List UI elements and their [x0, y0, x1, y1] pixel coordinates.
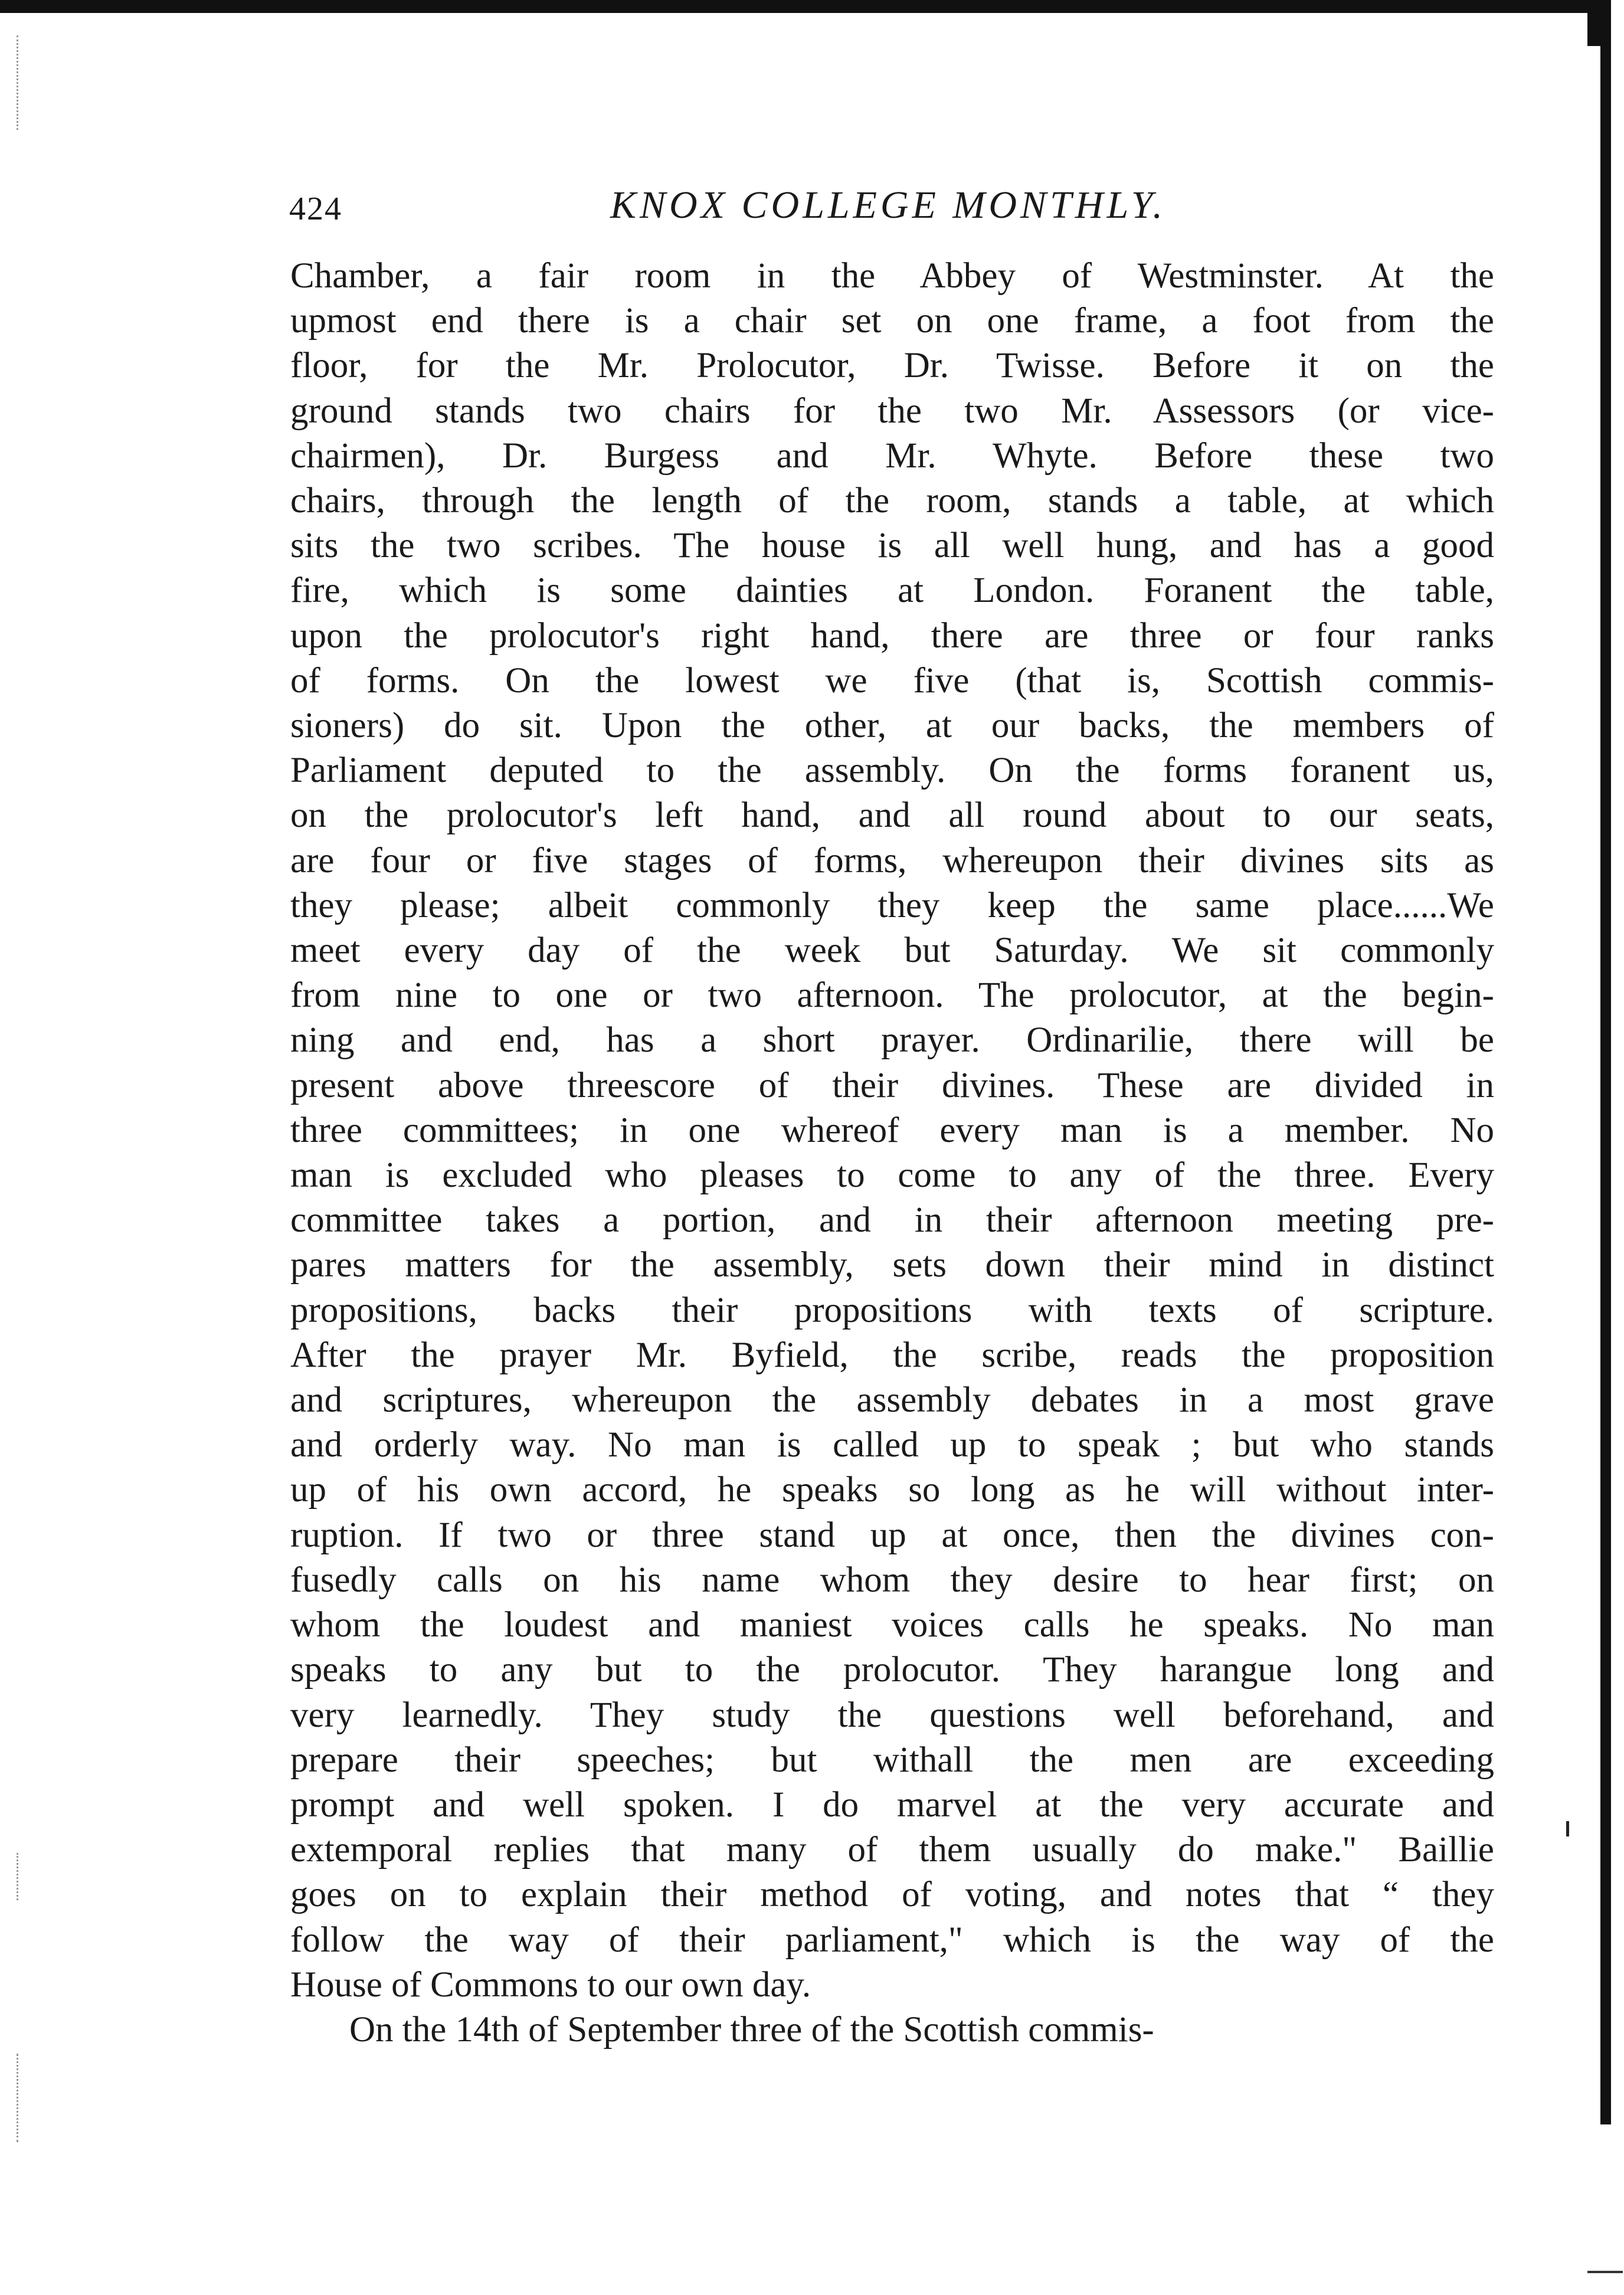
text-line: committee takes a portion, and in their afternoon meeting pre- [290, 1200, 1494, 1240]
text-line: three committees; in one whereof every man is a member. No [290, 1110, 1494, 1150]
text-line: very learnedly. They study the questions well beforehand, and [290, 1695, 1494, 1735]
text-line: goes on to explain their method of voting, and notes that “ they [290, 1875, 1494, 1915]
text-line: After the prayer Mr. Byfield, the scribe, reads the proposition [290, 1335, 1494, 1375]
paragraph-continued [290, 254, 1494, 2008]
text-line: speaks to any but to the prolocutor. They harangue long and [290, 1650, 1494, 1690]
text-line: follow the way of their parliament," which is the way of the [290, 1920, 1494, 1960]
text-line: from nine to one or two afternoon. The prolocutor, at the begin- [290, 975, 1494, 1016]
journal-title: KNOX COLLEGE MONTHLY. [610, 184, 1166, 227]
text-line: fire, which is some dainties at London. Foranent the table, [290, 571, 1494, 611]
text-line: of forms. On the lowest we five (that is, Scottish commis- [290, 660, 1494, 700]
text-line: prepare their speeches; but withall the men are exceeding [290, 1740, 1494, 1780]
text-line: they please; albeit commonly they keep the same place......We [290, 885, 1494, 925]
text-line: upon the prolocutor's right hand, there are three or four ranks [290, 616, 1494, 656]
running-head [289, 177, 1487, 236]
left-margin-dots-top [17, 35, 20, 130]
text-line: sits the two scribes. The house is all well hung, and has a good [290, 526, 1494, 566]
text-line: chairs, through the length of the room, stands a table, at which [290, 481, 1494, 521]
text-line: are four or five stages of forms, whereupon their divines sits as [290, 840, 1494, 880]
right-border-rule [1600, 24, 1611, 2124]
top-border-rule [0, 0, 1611, 13]
text-line: ground stands two chairs for the two Mr. Assessors (or vice- [290, 391, 1494, 431]
left-margin-dots-bottom [17, 2054, 20, 2142]
bottom-margin-mark [1587, 2271, 1623, 2273]
text-line: up of his own accord, he speaks so long as he will without inter- [290, 1470, 1494, 1510]
body-text [290, 254, 1494, 2052]
text-line: meet every day of the week but Saturday. We sit commonly [290, 931, 1494, 971]
text-line: ning and end, has a short prayer. Ordinarilie, there will be [290, 1020, 1494, 1060]
text-line: man is excluded who pleases to come to any of the three. Every [290, 1155, 1494, 1196]
text-line: on the prolocutor's left hand, and all round about to our seats, [290, 795, 1494, 836]
text-line: whom the loudest and maniest voices calls he speaks. No man [290, 1605, 1494, 1645]
text-line: ruption. If two or three stand up at once, then the divines con- [290, 1515, 1494, 1555]
page-number: 424 [289, 191, 342, 227]
text-line: present above threescore of their divines. These are divided in [290, 1065, 1494, 1105]
text-line: propositions, backs their propositions with texts of scripture. [290, 1290, 1494, 1330]
left-margin-dots-middle [17, 1853, 20, 1900]
text-line: and orderly way. No man is called up to speak ; but who stands [290, 1425, 1494, 1465]
text-line: and scriptures, whereupon the assembly debates in a most grave [290, 1380, 1494, 1420]
text-line: prompt and well spoken. I do marvel at the very accurate and [290, 1785, 1494, 1825]
margin-mark [1566, 1821, 1569, 1836]
text-line: sioners) do sit. Upon the other, at our backs, the members of [290, 706, 1494, 746]
text-line: Chamber, a fair room in the Abbey of Westminster. At the [290, 256, 1494, 296]
text-line: chairmen), Dr. Burgess and Mr. Whyte. Before these two [290, 436, 1494, 476]
paragraph-new: On the 14th of September three of the Scottish commis- [349, 2009, 1154, 2050]
text-line: fusedly calls on his name whom they desire to hear first; on [290, 1560, 1494, 1600]
text-line: extemporal replies that many of them usually do make." Baillie [290, 1830, 1494, 1870]
text-line: upmost end there is a chair set on one frame, a foot from the [290, 301, 1494, 341]
text-line: pares matters for the assembly, sets down their mind in distinct [290, 1245, 1494, 1285]
text-line: floor, for the Mr. Prolocutor, Dr. Twisse. Before it on the [290, 346, 1494, 386]
text-line: House of Commons to our own day. [290, 1965, 811, 2005]
text-line: Parliament deputed to the assembly. On the forms foranent us, [290, 751, 1494, 791]
